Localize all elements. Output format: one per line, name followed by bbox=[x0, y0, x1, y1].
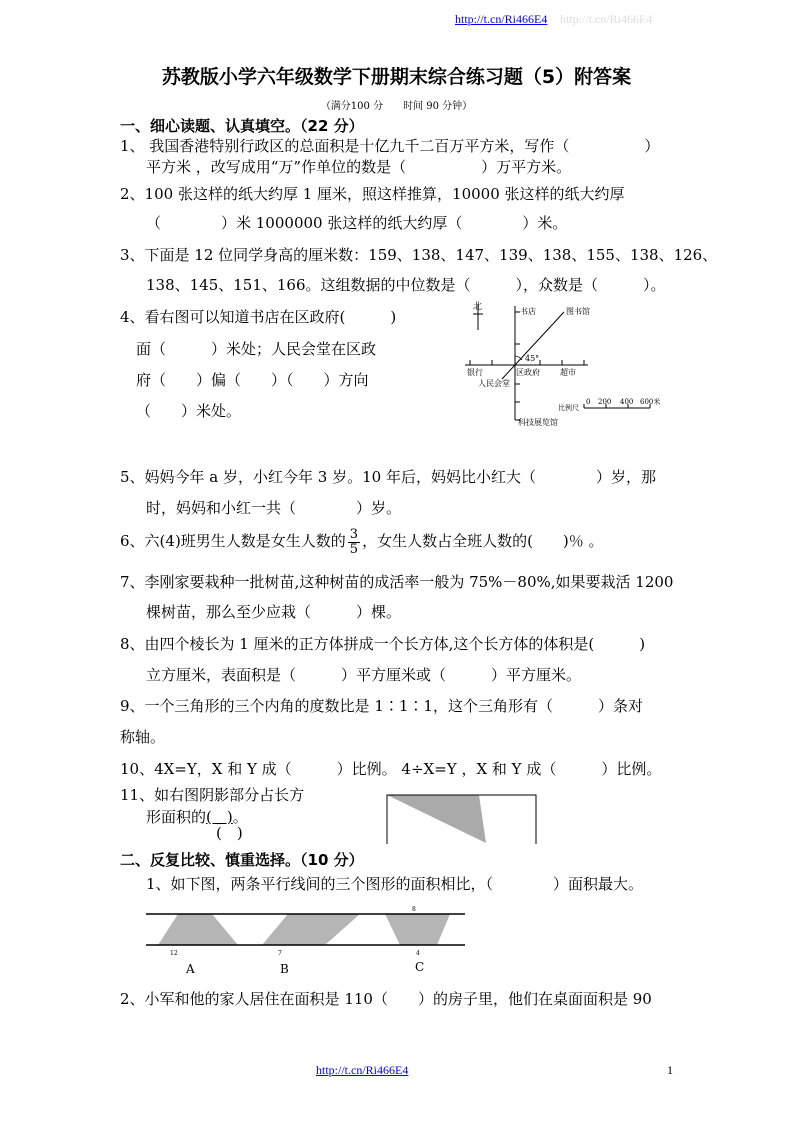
question-1-line-2: 平方米 ，改写成用“万”作单位的数是（ ）万平方米。 bbox=[146, 158, 572, 176]
question-10-line-1: 10、4X=Y，X 和 Y 成（ ）比例。 4÷X=Y ，X 和 Y 成（ ）比例。 bbox=[120, 760, 662, 778]
question-8-line-1: 8、由四个棱长为 1 厘米的正方体拼成一个长方体,这个长方体的体积是( ) bbox=[120, 635, 646, 653]
question-7-line-2: 棵树苗，那么至少应栽（ ）棵。 bbox=[146, 603, 402, 621]
question-4-line-4: （ ）米处。 bbox=[136, 402, 242, 420]
map-bookstore-label: 书店 bbox=[520, 307, 536, 316]
header-link[interactable]: http://t.cn/Ri466E4 bbox=[455, 12, 548, 26]
question-6 bbox=[120, 524, 604, 558]
map-scale-tick: 400 bbox=[620, 398, 634, 406]
question-11-line-1: 11、如右图阴影部分占长方 bbox=[120, 786, 305, 804]
question-4-line-2: 面（ ）米处；人民会堂在区政 bbox=[136, 340, 377, 358]
question-2-line-1: 2、100 张这样的纸大约厚 1 厘米，照这样推算，10000 张这样的纸大约厚 bbox=[120, 185, 625, 203]
map-scale-tick: 0 bbox=[586, 398, 591, 406]
question-7-line-1: 7、李刚家要栽种一批树苗,这种树苗的成活率一般为 75%－80%,如果要栽活 1200 bbox=[120, 573, 674, 591]
shape-a bbox=[158, 914, 238, 945]
shape-a-label: A bbox=[186, 962, 195, 976]
question-11-after: 。 bbox=[232, 808, 248, 826]
map-scale-tick: 600米 bbox=[640, 398, 661, 406]
question-2-line-2: （ ）米 1000000 张这样的纸大约厚（ ）米。 bbox=[146, 214, 568, 232]
map-bank-label: 银行 bbox=[467, 368, 483, 377]
question-9-line-1: 9、一个三角形的三个内角的度数比是 1∶1∶1，这个三角形有（ ）条对 bbox=[120, 697, 643, 715]
section-2-question-1: 1、如下图，两条平行线间的三个图形的面积相比，（ ）面积最大。 bbox=[146, 875, 644, 893]
question-9-line-2: 称轴。 bbox=[120, 728, 166, 746]
fraction-three-fifths bbox=[348, 528, 360, 557]
section-heading-2: 二、反复比较、慎重选择。（10 分） bbox=[120, 851, 364, 869]
question-6-before: 6、六(4)班男生人数是女生人数的 bbox=[120, 532, 346, 550]
fraction-denominator: 5 bbox=[349, 541, 359, 557]
direction-map-diagram bbox=[460, 298, 680, 433]
parallel-lines-figure bbox=[140, 903, 470, 978]
shape-c-number: 4 bbox=[416, 950, 420, 957]
map-museum-label: 科技展览馆 bbox=[518, 418, 558, 427]
shape-b bbox=[262, 914, 360, 945]
section-heading-1: 一、细心读题、认真填空。（22 分） bbox=[120, 117, 364, 135]
map-north-label: 北 bbox=[473, 302, 483, 312]
question-11-blank: ( ) bbox=[206, 808, 233, 826]
shape-c-label: C bbox=[415, 960, 425, 974]
question-3-line-2: 138、145、151、166。这组数据的中位数是（ ），众数是（ ）。 bbox=[146, 276, 666, 294]
shaded-rectangle-diagram bbox=[384, 793, 539, 845]
map-supermarket-label: 超市 bbox=[560, 368, 576, 377]
shape-b-number: 7 bbox=[278, 950, 282, 957]
question-8-line-2: 立方厘米，表面积是（ ）平方厘米或（ ）平方厘米。 bbox=[146, 666, 582, 684]
question-3-line-1: 3、下面是 12 位同学身高的厘米数：159、138、147、139、138、155、138、126、 bbox=[120, 246, 718, 264]
question-5-line-1: 5、妈妈今年 a 岁，小红今年 3 岁。10 年后，妈妈比小红大（ ）岁，那 bbox=[120, 468, 656, 486]
question-4-line-3: 府（ ）偏（ ）（ ）方向 bbox=[136, 371, 369, 389]
question-11-blank-2: ( ) bbox=[216, 824, 243, 842]
question-1-line-1: 1、 我国香港特别行政区的总面积是十亿九千二百万平方米，写作（ ） bbox=[120, 137, 660, 155]
shape-b-label: B bbox=[280, 962, 289, 976]
map-hall-label: 人民会堂 bbox=[478, 379, 510, 388]
page-number: 1 bbox=[667, 1063, 673, 1077]
shaded-triangle bbox=[387, 795, 486, 843]
question-6-after: ，女生人数占全班人数的( )％ 。 bbox=[362, 532, 604, 550]
page-title: 苏教版小学六年级数学下册期末综合练习题（5）附答案 bbox=[161, 66, 632, 88]
footer-link[interactable]: http://t.cn/Ri466E4 bbox=[316, 1063, 409, 1077]
map-district-label: 区政府 bbox=[516, 368, 540, 377]
map-angle-label: 45° bbox=[525, 354, 540, 363]
question-4-line-1: 4、看右图可以知道书店在区政府( ) bbox=[120, 308, 397, 326]
map-library-label: 图书馆 bbox=[566, 307, 590, 316]
question-5-line-2: 时，妈妈和小红一共（ ）岁。 bbox=[146, 499, 402, 517]
section-2-question-2: 2、小军和他的家人居住在面积是 110（ ）的房子里，他们在桌面面积是 90 bbox=[120, 990, 652, 1008]
page-subtitle: （满分100 分 时间 90 分钟） bbox=[320, 101, 473, 112]
shape-a-number: 12 bbox=[170, 950, 178, 957]
map-scale-label: 比例尺 bbox=[558, 404, 579, 412]
shape-c bbox=[385, 914, 450, 945]
question-11-text: 形面积的 bbox=[146, 808, 207, 826]
fraction-numerator: 3 bbox=[349, 526, 359, 542]
header-ghost-link: http://t.cn/Ri466E4 bbox=[560, 12, 653, 26]
map-scale-tick: 200 bbox=[598, 398, 612, 406]
shape-top-number: 8 bbox=[412, 906, 416, 913]
